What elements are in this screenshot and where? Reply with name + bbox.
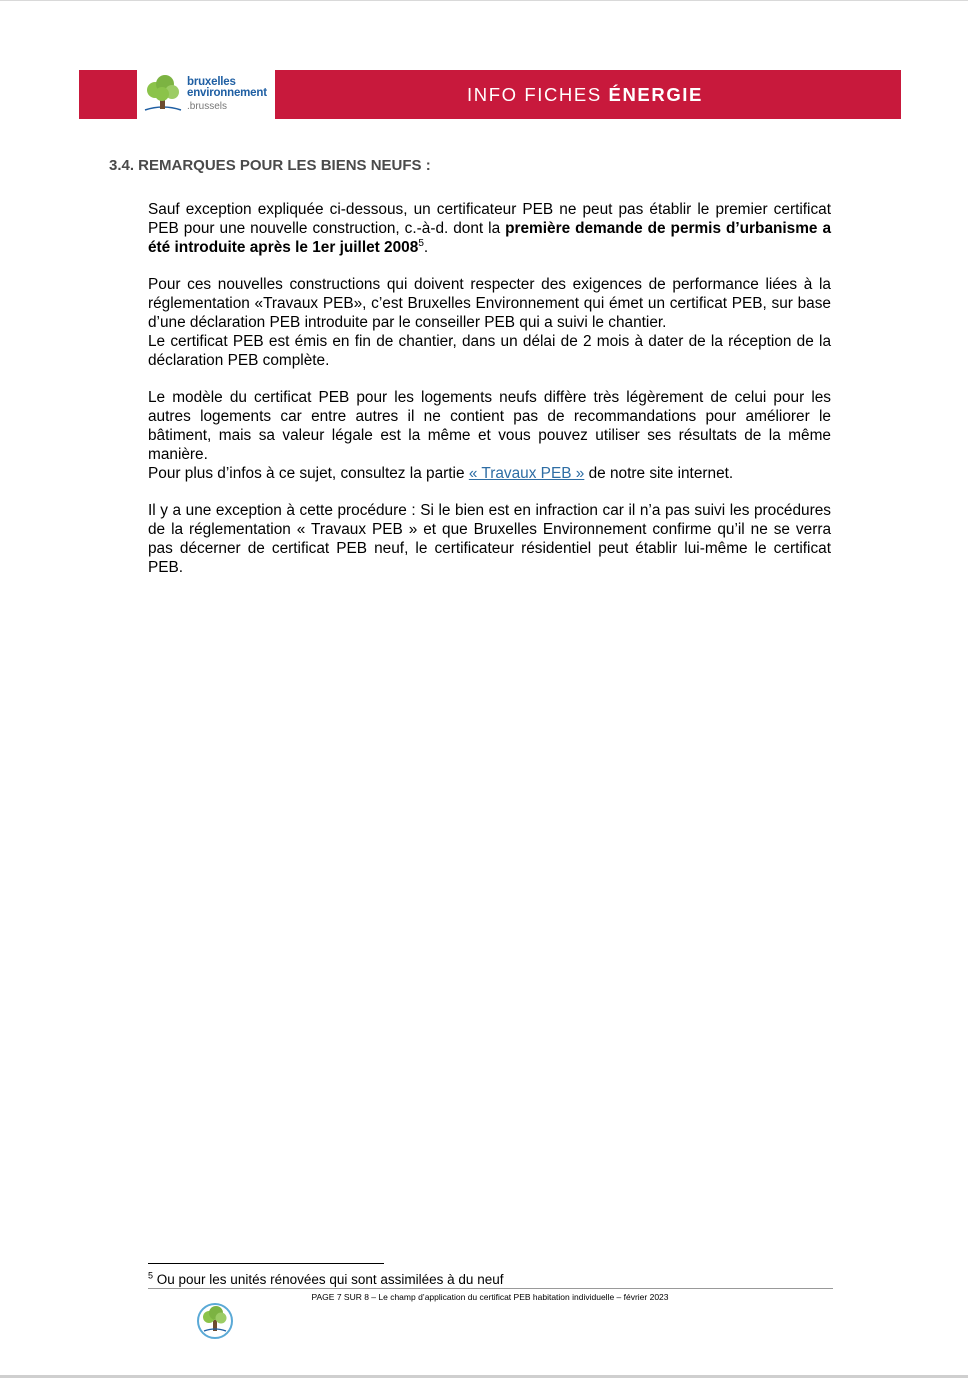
footnote-ref[interactable]: 5 xyxy=(418,237,424,249)
paragraph-4: Il y a une exception à cette procédure : Si le bien est en infraction car il n’a pas suivi les procédures de la réglementation « Travaux PEB » et que Bruxelles Environnement confirme qu’il ne se verra pas décerner de certificat PEB neuf, le certificateur résidentiel peut établir lui-même le certificat PEB. xyxy=(148,502,831,576)
paragraph-1 xyxy=(148,200,831,257)
header-banner xyxy=(79,70,901,119)
main-content xyxy=(148,200,831,595)
banner-title xyxy=(467,84,703,106)
footnote xyxy=(148,1272,503,1287)
paragraph-3-text1: Le modèle du certificat PEB pour les logements neufs diffère très légèrement de celui pour les autres logements car entre autres il ne contient pas de recommandations pour améliorer le bâtiment, mais sa valeur légale est la même et vous pouvez utiliser ses résultats de la même manière. xyxy=(148,389,831,463)
footer-tree-logo-icon xyxy=(196,1302,234,1340)
paragraph-1-end: . xyxy=(423,239,429,256)
tree-logo-icon xyxy=(143,74,183,116)
paragraph-1-text: Sauf exception expliquée ci-dessous, un certificateur PEB ne peut pas établir le premier certificat PEB pour une nouvelle construction, c.-à-d. dont la xyxy=(148,201,831,237)
banner-title-bold: ÉNERGIE xyxy=(608,84,703,105)
travaux-peb-link[interactable]: « Travaux PEB » xyxy=(468,465,585,482)
footer-text: PAGE 7 SUR 8 – Le champ d’application du certificat PEB habitation individuelle – février 2023 xyxy=(311,1292,669,1302)
paragraph-3-text2-after: de notre site internet. xyxy=(584,465,734,482)
section-heading: 3.4. REMARQUES POUR LES BIENS NEUFS : xyxy=(109,157,431,174)
paragraph-1-bold: première demande de permis d’urbanisme a été introduite après le 1er juillet 2008 xyxy=(148,220,832,256)
logo-text-line2: environnement xyxy=(187,87,267,99)
top-border xyxy=(0,0,968,1)
logo-text-line1: bruxelles xyxy=(187,76,236,88)
paragraph-3-text2-before: Pour plus d’infos à ce sujet, consultez la partie xyxy=(148,465,469,482)
footnote-text: Ou pour les unités rénovées qui sont assimilées à du neuf xyxy=(153,1272,504,1287)
footer-divider xyxy=(148,1288,833,1289)
logo xyxy=(137,70,275,119)
banner-title-prefix: INFO FICHES xyxy=(467,84,609,105)
paragraph-2 xyxy=(148,275,831,370)
logo-text-line3: .brussels xyxy=(187,101,228,112)
paragraph-3 xyxy=(148,388,831,483)
paragraph-2-text1: Pour ces nouvelles constructions qui doivent respecter des exigences de performance liées à la réglementation «Travaux PEB», c’est Bruxelles Environnement qui émet un certificat PEB, sur base d’une déclaration PEB introduite par le conseiller PEB qui a suivi le chantier. xyxy=(148,276,831,331)
footnote-number: 5 xyxy=(148,1270,154,1281)
paragraph-2-text2: Le certificat PEB est émis en fin de chantier, dans un délai de 2 mois à dater de la réception de la déclaration PEB complète. xyxy=(148,333,831,369)
footnote-divider xyxy=(148,1263,384,1264)
